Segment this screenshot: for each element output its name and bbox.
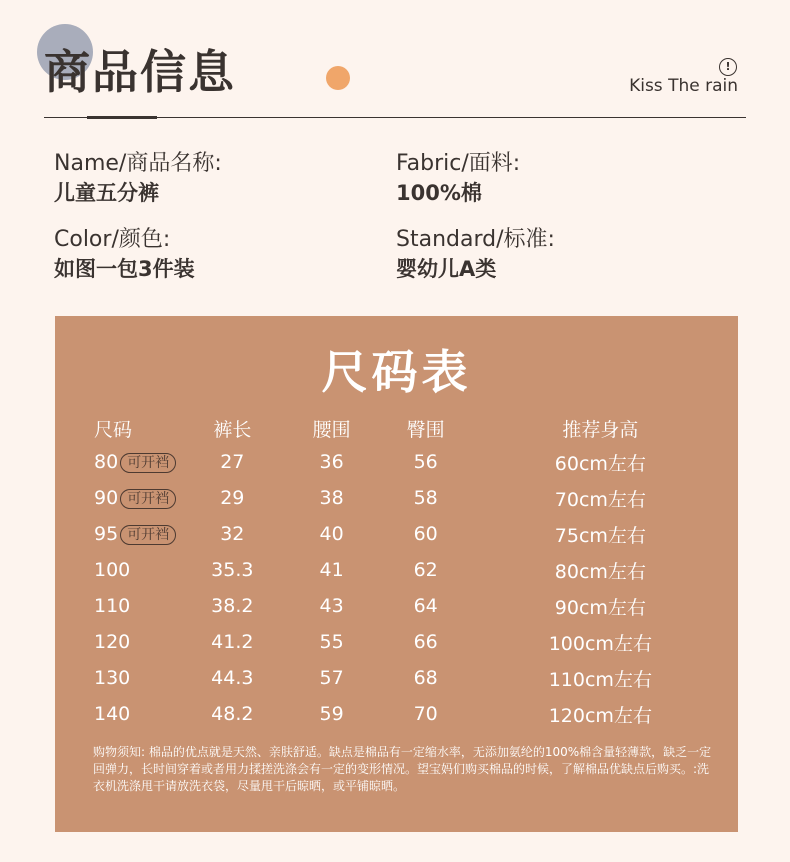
- color-label: Color/颜色:: [54, 227, 171, 252]
- col-header-waist: 腰围: [312, 418, 351, 441]
- size-cell: [70, 588, 180, 624]
- info-icon: !: [719, 58, 737, 76]
- length-cell: 35.3: [211, 559, 254, 581]
- height-cell: 100cm左右: [548, 632, 652, 655]
- name-label: Name/商品名称:: [54, 151, 222, 176]
- name-value: 儿童五分裤: [54, 181, 159, 205]
- height-cell: 75cm左右: [554, 524, 646, 547]
- table-row: [70, 624, 728, 660]
- waist-cell: 57: [319, 667, 344, 689]
- col-header-height: 推荐身高: [562, 418, 639, 441]
- info-name: [54, 150, 222, 208]
- col-header-length: 裤长: [213, 418, 252, 441]
- size-value: 80: [94, 451, 119, 473]
- table-row: [70, 516, 728, 552]
- hip-cell: 60: [413, 523, 438, 545]
- hip-cell: 62: [413, 559, 438, 581]
- length-cell: 44.3: [211, 667, 254, 689]
- size-value: 110: [94, 595, 131, 617]
- waist-cell: 36: [319, 451, 344, 473]
- size-cell: [70, 624, 180, 660]
- open-crotch-badge: 可开裆: [120, 453, 176, 473]
- length-cell: 38.2: [211, 595, 254, 617]
- length-cell: 48.2: [211, 703, 254, 725]
- height-cell: 90cm左右: [554, 596, 646, 619]
- size-value: 140: [94, 703, 131, 725]
- table-row: [70, 552, 728, 588]
- hip-cell: 58: [413, 487, 438, 509]
- fabric-label: Fabric/面料:: [396, 151, 521, 176]
- shopping-notice: 购物须知: 棉品的优点就是天然、亲肤舒适。缺点是棉品有一定缩水率，无添加氨纶的100%棉含量轻薄款，缺乏一定回弹力，长时间穿着或者用力揉搓洗涤会有一定的变形情况。望宝妈们购买棉品的时候，了解棉品优缺点后购买。:洗衣机洗涤甩干请放洗衣袋，尽量甩干后晾晒，或平铺晾晒。: [93, 745, 712, 793]
- waist-cell: 59: [319, 703, 344, 725]
- waist-cell: 55: [319, 631, 344, 653]
- size-cell: [70, 696, 180, 732]
- waist-cell: 38: [319, 487, 344, 509]
- hip-cell: 64: [413, 595, 438, 617]
- header-divider-accent: [87, 116, 157, 119]
- size-value: 120: [94, 631, 131, 653]
- height-cell: 80cm左右: [554, 560, 646, 583]
- col-header-size: 尺码: [94, 418, 133, 441]
- size-table-header: [70, 412, 728, 444]
- size-cell: [70, 660, 180, 696]
- color-value: 如图一包3件装: [54, 257, 195, 281]
- length-cell: 29: [220, 487, 245, 509]
- info-fabric: [396, 150, 520, 208]
- table-row: [70, 696, 728, 732]
- hip-cell: 70: [413, 703, 438, 725]
- col-header-hip: 臀围: [406, 418, 445, 441]
- size-value: 130: [94, 667, 131, 689]
- standard-label: Standard/标准:: [396, 227, 555, 252]
- brand-name: Kiss The rain: [629, 76, 738, 96]
- hip-cell: 56: [413, 451, 438, 473]
- info-color: [54, 226, 195, 284]
- table-row: [70, 444, 728, 480]
- table-row: [70, 660, 728, 696]
- height-cell: 120cm左右: [548, 704, 652, 727]
- length-cell: 41.2: [211, 631, 254, 653]
- table-row: [70, 588, 728, 624]
- size-cell: [70, 480, 180, 516]
- size-value: 100: [94, 559, 131, 581]
- info-standard: [396, 226, 555, 284]
- table-row: [70, 480, 728, 516]
- height-cell: 70cm左右: [554, 488, 646, 511]
- waist-cell: 41: [319, 559, 344, 581]
- open-crotch-badge: 可开裆: [120, 489, 176, 509]
- length-cell: 32: [220, 523, 245, 545]
- waist-cell: 40: [319, 523, 344, 545]
- size-cell: [70, 552, 180, 588]
- height-cell: 110cm左右: [548, 668, 652, 691]
- size-chart-title: 尺码表: [321, 345, 472, 399]
- standard-value: 婴幼儿A类: [396, 257, 497, 281]
- fabric-value: 100%棉: [396, 181, 482, 205]
- decorative-orange-dot: [326, 66, 350, 90]
- hip-cell: 68: [413, 667, 438, 689]
- height-cell: 60cm左右: [554, 452, 646, 475]
- size-cell: [70, 516, 180, 552]
- size-value: 95: [94, 523, 119, 545]
- page-title: 商品信息: [44, 45, 236, 99]
- open-crotch-badge: 可开裆: [120, 525, 176, 545]
- size-cell: [70, 444, 180, 480]
- size-table: [70, 412, 728, 732]
- size-chart-panel: [55, 316, 738, 832]
- waist-cell: 43: [319, 595, 344, 617]
- hip-cell: 66: [413, 631, 438, 653]
- length-cell: 27: [220, 451, 245, 473]
- size-value: 90: [94, 487, 119, 509]
